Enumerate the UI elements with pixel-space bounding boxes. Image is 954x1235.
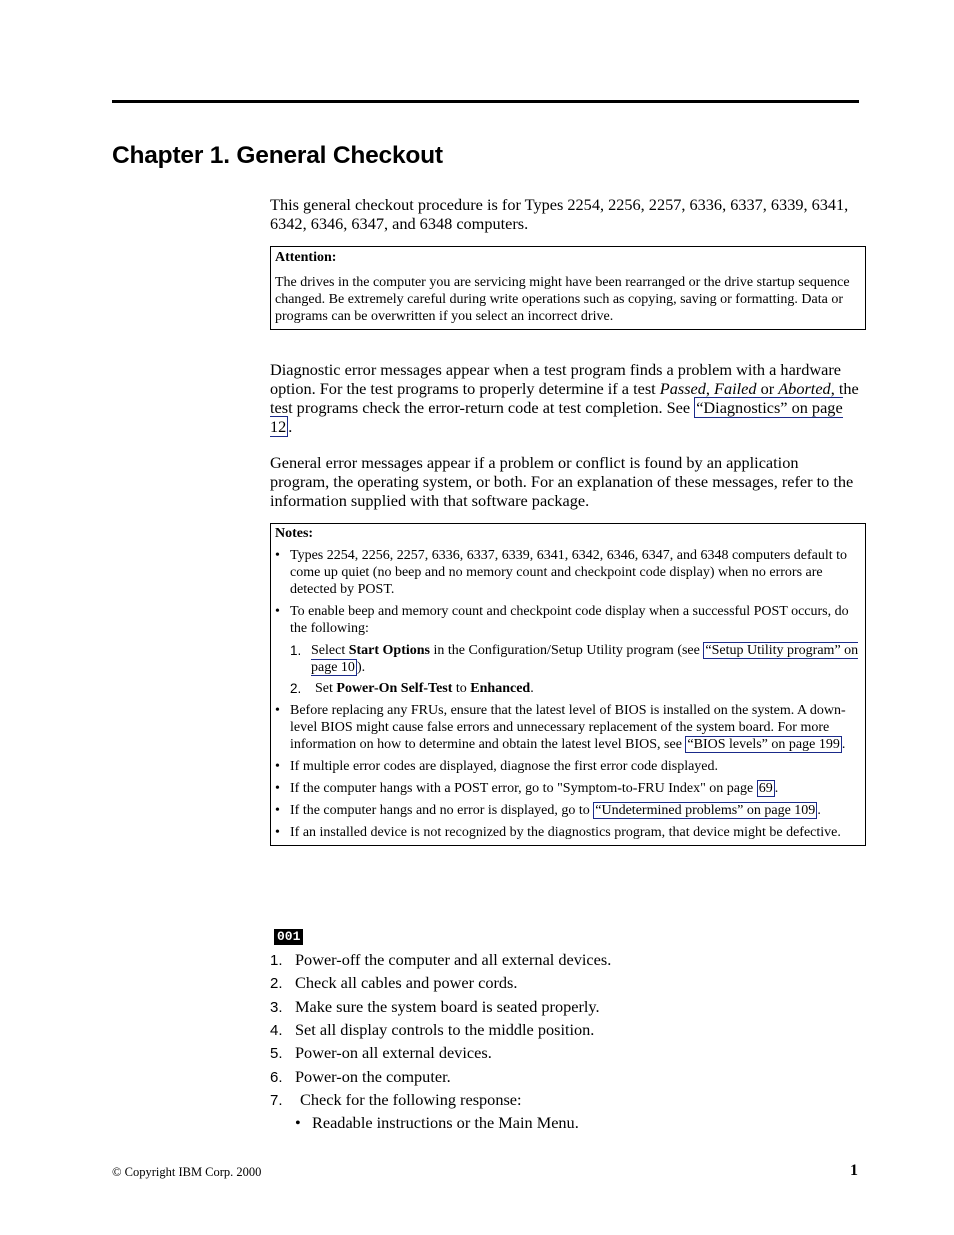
substep-1-text-mid: in the Configuration/Setup Utility program (see (430, 643, 704, 658)
general-paragraph-container (270, 453, 860, 510)
enable-beep-substeps (275, 642, 861, 697)
step-number: 4. (270, 1022, 283, 1039)
diagnostic-end: . (288, 417, 293, 436)
no-error-hang-text: If the computer hangs and no error is displayed, go to (290, 803, 594, 818)
step-text: Set all display controls to the middle position. (295, 1020, 595, 1039)
symptom-index-link[interactable]: 69 (758, 781, 773, 796)
setup-utility-link[interactable]: “Setup Utility program” on page 10 (311, 643, 859, 675)
note-item-bios-level (275, 702, 861, 753)
step-number: 7. (270, 1092, 283, 1109)
attention-text: The drives in the computer you are servicing might have been rearranged or the drive startup sequence changed. Be extremely careful during write operations such as copying, saving or formatting. Data or programs can be overwritten if you select an incorrect drive. (275, 275, 850, 324)
diagnostics-link[interactable]: “Diagnostics” on page 12 (270, 398, 843, 436)
step-number: 5. (270, 1045, 283, 1062)
procedure-step (270, 973, 517, 993)
procedure-step (270, 1020, 594, 1040)
procedure-step (270, 950, 611, 970)
chapter-top-rule (112, 100, 859, 103)
intro-paragraph: This general checkout procedure is for Types 2254, 2256, 2257, 6336, 6337, 6339, 6341, 6342, 6346, 6347, and 6348 computers. (270, 195, 849, 233)
procedure-step-badge: 001 (274, 929, 303, 945)
post-hang-text: If the computer hangs with a POST error, go to "Symptom-to-FRU Index" on page (290, 781, 757, 796)
note-item-post-hang (275, 780, 861, 797)
attention-box (270, 246, 866, 330)
undetermined-problems-link[interactable]: “Undetermined problems” on page 109 (595, 803, 816, 818)
substep-start-options (290, 642, 861, 676)
procedure-step (270, 997, 600, 1017)
note-item-quiet-default: • Types 2254, 2256, 2257, 6336, 6337, 6339, 6341, 6342, 6346, 6347, and 6348 computers default to come up quiet (no beep and no memory count and checkpoint code display) when no errors are detected by POST. (275, 547, 861, 598)
post-hang-end: . (774, 781, 779, 796)
bios-note-end: . (841, 737, 846, 752)
procedure-step (270, 1043, 492, 1063)
chapter-title: Chapter 1. General Checkout (112, 142, 443, 169)
note-item-no-error-hang (275, 802, 861, 819)
enhanced-term: Enhanced (470, 681, 531, 696)
substep-1-number: 1. (290, 643, 302, 658)
diagnostic-comma: , (705, 379, 715, 398)
sub-bullet-text: Readable instructions or the Main Menu. (312, 1113, 579, 1132)
step-text: Power-on all external devices. (295, 1043, 492, 1062)
note-item-enable-beep: • To enable beep and memory count and checkpoint code display when a successful POST occurs, do the following: (275, 603, 861, 637)
substep-2-text-end: . (530, 681, 534, 696)
note-item-multiple-errors: • If multiple error codes are displayed, diagnose the first error code displayed. (275, 758, 861, 775)
general-paragraph: General error messages appear if a problem or conflict is found by an application program, the operating system, or both. For an explanation of these messages, refer to the information supplied with that software package. (270, 453, 854, 510)
procedure-step (270, 1090, 522, 1110)
substep-1-text-pre: Select (311, 643, 349, 658)
passed-term: Passed (659, 379, 706, 398)
procedure-sub-bullet (295, 1113, 579, 1132)
diagnostic-text-1: Diagnostic error messages appear when a test program finds a problem with a hardware option. For the test programs to properly determine if a test (270, 360, 841, 398)
step-text: Check all cables and power cords. (295, 973, 518, 992)
start-options-term: Start Options (348, 643, 431, 658)
bullet-glyph: • (295, 1113, 301, 1132)
diagnostic-text-2: , the test programs check the error-return code at test completion. See (270, 379, 859, 417)
bios-levels-link[interactable]: “BIOS levels” on page 199 (687, 737, 840, 752)
page-number: 1 (850, 1162, 858, 1179)
substep-2-text-pre: Set (315, 681, 337, 696)
footer-copyright: © Copyright IBM Corp. 2000 (112, 1165, 262, 1179)
no-error-hang-end: . (817, 803, 821, 818)
step-text: Check for the following response: (300, 1090, 522, 1109)
procedure-step (270, 1067, 451, 1087)
notes-heading: Notes: (275, 526, 314, 541)
step-text: Power-off the computer and all external devices. (295, 950, 612, 969)
bios-note-text: Before replacing any FRUs, ensure that the latest level of BIOS is installed on the system. A down-level BIOS might cause false errors and unnecessary replacement of the system board. For more information on how to determine and obtain the latest level BIOS, see (290, 703, 846, 752)
step-number: 6. (270, 1069, 283, 1086)
step-number: 2. (270, 975, 283, 992)
substep-1-text-end: ). (356, 660, 366, 675)
substep-2-number: 2. (290, 681, 302, 696)
power-on-self-test-term: Power-On Self-Test (336, 681, 453, 696)
aborted-term: Aborted (778, 379, 831, 398)
diagnostic-or: or (756, 379, 779, 398)
attention-heading: Attention: (275, 250, 337, 265)
note-item-device-not-recognized: • If an installed device is not recognized by the diagnostics program, that device might be defective. (275, 824, 861, 841)
diagnostic-paragraph (270, 360, 860, 436)
diagnostic-paragraph-container (270, 360, 860, 436)
failed-term: Failed (714, 379, 757, 398)
step-text: Make sure the system board is seated properly. (295, 997, 600, 1016)
substep-2-text-mid: to (452, 681, 471, 696)
step-number: 1. (270, 952, 283, 969)
substep-post-enhanced (290, 680, 861, 697)
step-text: Power-on the computer. (295, 1067, 451, 1086)
step-number: 3. (270, 999, 283, 1016)
intro-paragraph-container (270, 195, 860, 233)
notes-box (270, 523, 866, 846)
